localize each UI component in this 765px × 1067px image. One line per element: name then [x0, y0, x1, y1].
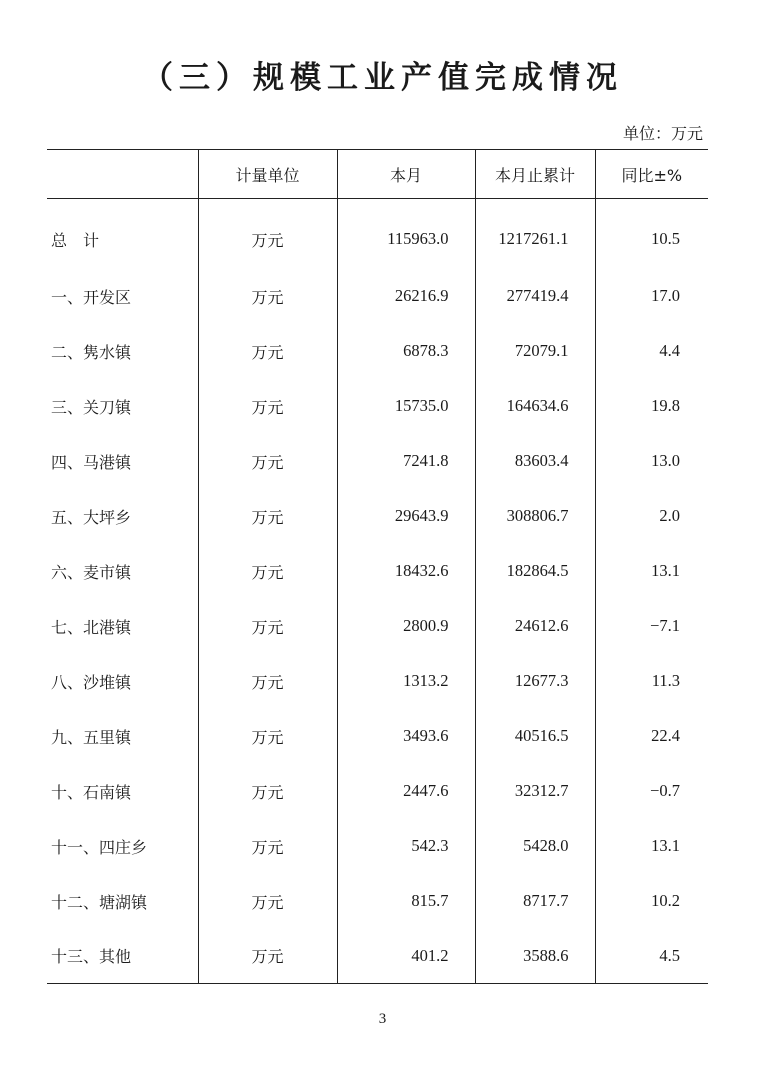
- table-header-row: [47, 150, 708, 199]
- cumulative-value: 8717.7: [475, 874, 595, 929]
- table-row: [47, 929, 708, 984]
- yoy-value: 13.1: [595, 819, 708, 874]
- table-row: [47, 434, 708, 489]
- region-name: 九、五里镇: [51, 727, 132, 747]
- unit-cell: 万元: [198, 489, 337, 544]
- region-name: 总 计: [51, 230, 100, 250]
- month-value: 15735.0: [337, 379, 475, 434]
- unit-cell: 万元: [198, 324, 337, 379]
- month-value: 3493.6: [337, 709, 475, 764]
- month-value: 542.3: [337, 819, 475, 874]
- table-row: [47, 764, 708, 819]
- region-name: 六、麦市镇: [51, 562, 132, 582]
- yoy-value: 10.2: [595, 874, 708, 929]
- yoy-value: −0.7: [595, 764, 708, 819]
- unit-cell: 万元: [198, 199, 337, 269]
- yoy-value: 4.4: [595, 324, 708, 379]
- yoy-value: 2.0: [595, 489, 708, 544]
- cumulative-value: 3588.6: [475, 929, 595, 984]
- header-cumulative: 本月止累计: [475, 150, 595, 199]
- table-row: [47, 199, 708, 269]
- region-name: 七、北港镇: [51, 617, 132, 637]
- month-value: 115963.0: [337, 199, 475, 269]
- yoy-value: 10.5: [595, 199, 708, 269]
- cumulative-value: 277419.4: [475, 269, 595, 324]
- region-name: 八、沙堆镇: [51, 672, 132, 692]
- cumulative-value: 308806.7: [475, 489, 595, 544]
- month-value: 2800.9: [337, 599, 475, 654]
- region-name: 十、石南镇: [51, 782, 132, 802]
- header-month: 本月: [337, 150, 475, 199]
- month-value: 18432.6: [337, 544, 475, 599]
- cumulative-value: 72079.1: [475, 324, 595, 379]
- month-value: 26216.9: [337, 269, 475, 324]
- cumulative-value: 182864.5: [475, 544, 595, 599]
- yoy-value: 13.0: [595, 434, 708, 489]
- page-title: （三）规模工业产值完成情况: [142, 60, 623, 96]
- table-row: [47, 379, 708, 434]
- table-row: [47, 874, 708, 929]
- page-number: 3: [378, 1011, 387, 1027]
- region-name: 十一、四庄乡: [51, 837, 148, 857]
- month-value: 815.7: [337, 874, 475, 929]
- unit-cell: 万元: [198, 819, 337, 874]
- month-value: 7241.8: [337, 434, 475, 489]
- cumulative-value: 32312.7: [475, 764, 595, 819]
- table-row: [47, 544, 708, 599]
- cumulative-value: 24612.6: [475, 599, 595, 654]
- cumulative-value: 12677.3: [475, 654, 595, 709]
- region-name: 四、马港镇: [51, 452, 132, 472]
- cumulative-value: 164634.6: [475, 379, 595, 434]
- region-name: 三、关刀镇: [51, 397, 132, 417]
- yoy-value: 13.1: [595, 544, 708, 599]
- unit-cell: 万元: [198, 269, 337, 324]
- unit-cell: 万元: [198, 434, 337, 489]
- yoy-value: 4.5: [595, 929, 708, 984]
- cumulative-value: 83603.4: [475, 434, 595, 489]
- region-name: 十二、塘湖镇: [51, 892, 148, 912]
- table-row: [47, 654, 708, 709]
- month-value: 6878.3: [337, 324, 475, 379]
- yoy-value: 22.4: [595, 709, 708, 764]
- table-row: [47, 599, 708, 654]
- cumulative-value: 5428.0: [475, 819, 595, 874]
- month-value: 1313.2: [337, 654, 475, 709]
- table-row: [47, 269, 708, 324]
- unit-cell: 万元: [198, 764, 337, 819]
- yoy-value: 11.3: [595, 654, 708, 709]
- month-value: 2447.6: [337, 764, 475, 819]
- unit-cell: 万元: [198, 599, 337, 654]
- yoy-value: 17.0: [595, 269, 708, 324]
- unit-note: 单位：万元: [622, 124, 703, 143]
- region-name: 十三、其他: [47, 929, 198, 984]
- unit-cell: 万元: [198, 379, 337, 434]
- header-region: [47, 150, 198, 199]
- month-value: 401.2: [337, 929, 475, 984]
- table-row: [47, 709, 708, 764]
- unit-cell: 万元: [198, 874, 337, 929]
- unit-cell: 万元: [198, 544, 337, 599]
- industrial-output-table: [47, 149, 708, 984]
- yoy-value: −7.1: [595, 599, 708, 654]
- table-row: [47, 489, 708, 544]
- cumulative-value: 1217261.1: [475, 199, 595, 269]
- header-yoy: 同比±%: [595, 150, 708, 199]
- region-name: 二、隽水镇: [51, 342, 132, 362]
- month-value: 29643.9: [337, 489, 475, 544]
- unit-cell: 万元: [198, 654, 337, 709]
- table-row: [47, 819, 708, 874]
- yoy-value: 19.8: [595, 379, 708, 434]
- cumulative-value: 40516.5: [475, 709, 595, 764]
- unit-cell: 万元: [198, 709, 337, 764]
- region-name: 五、大坪乡: [51, 507, 132, 527]
- header-unit: 计量单位: [198, 150, 337, 199]
- region-name: 一、开发区: [51, 287, 132, 307]
- unit-cell: 万元: [198, 929, 337, 984]
- table-row: [47, 324, 708, 379]
